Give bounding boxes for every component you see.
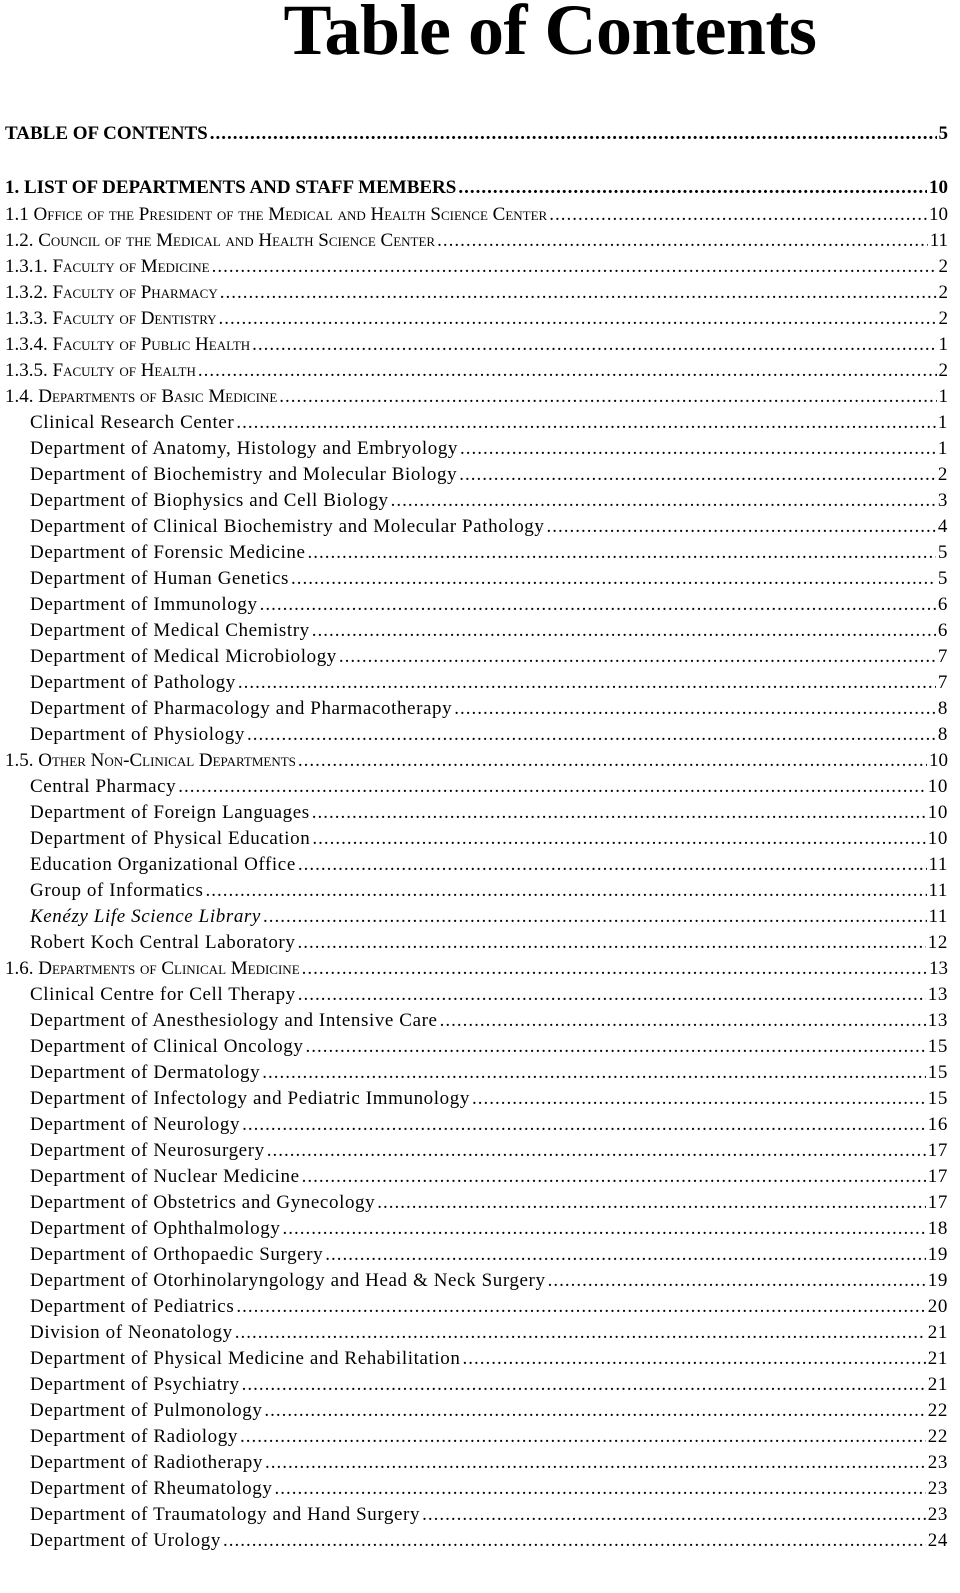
dot-leader bbox=[219, 306, 937, 332]
toc-entry-label: Department of Biophysics and Cell Biology bbox=[30, 490, 389, 511]
dot-leader bbox=[460, 436, 936, 462]
dot-leader bbox=[437, 228, 928, 254]
toc-entry[interactable] bbox=[5, 592, 948, 618]
toc-entry-label: Department of Physical Education bbox=[30, 828, 311, 849]
toc-entry-label: Department of Neurology bbox=[30, 1114, 241, 1135]
dot-leader bbox=[377, 1190, 926, 1216]
toc-entry-label: 1.1 Office of the President of the Medical and Health Science Center bbox=[5, 204, 548, 225]
toc-entry[interactable] bbox=[5, 540, 948, 566]
dot-leader bbox=[178, 774, 926, 800]
toc-entry[interactable] bbox=[5, 358, 948, 384]
toc-entry[interactable] bbox=[5, 566, 948, 592]
toc-entry-label: TABLE OF CONTENTS bbox=[5, 123, 208, 144]
toc-entry-label: 1.5. Other Non-Clinical Departments bbox=[5, 750, 296, 771]
toc-entry-page-number: 17 bbox=[927, 1140, 948, 1161]
toc-entry[interactable] bbox=[5, 696, 948, 722]
toc-entry-page-number: 10 bbox=[927, 802, 948, 823]
toc-entry[interactable] bbox=[5, 618, 948, 644]
dot-leader bbox=[220, 280, 937, 306]
dot-leader bbox=[262, 1060, 926, 1086]
toc-entry-label: 1.3.4. Faculty of Public Health bbox=[5, 334, 251, 355]
toc-entry-label: 1.3.2. Faculty of Pharmacy bbox=[5, 282, 218, 303]
toc-entry-page-number: 7 bbox=[937, 646, 948, 667]
dot-leader bbox=[312, 800, 926, 826]
toc-entry-label: 1.4. Departments of Basic Medicine bbox=[5, 386, 278, 407]
dot-leader bbox=[267, 1138, 926, 1164]
toc-entry-label: Department of Anatomy, Histology and Embryology bbox=[30, 438, 459, 459]
toc-entry[interactable] bbox=[5, 1112, 948, 1138]
dot-leader bbox=[275, 1476, 926, 1502]
toc-entry[interactable] bbox=[5, 1242, 948, 1268]
toc-entry-page-number: 2 bbox=[938, 256, 948, 277]
toc-entry[interactable] bbox=[5, 1450, 948, 1476]
toc-entry-label: 1.2. Council of the Medical and Health Science Center bbox=[5, 230, 436, 251]
toc-entry[interactable] bbox=[5, 384, 948, 410]
dot-leader bbox=[298, 982, 926, 1008]
toc-entry[interactable] bbox=[5, 722, 948, 748]
toc-entry[interactable] bbox=[5, 670, 948, 696]
toc-entry[interactable] bbox=[5, 852, 948, 878]
toc-entry-label: Department of Foreign Languages bbox=[30, 802, 310, 823]
toc-entry-page-number: 6 bbox=[937, 620, 948, 641]
toc-entry-label: 1.3.3. Faculty of Dentistry bbox=[5, 308, 217, 329]
dot-leader bbox=[282, 1216, 925, 1242]
toc-entry-label: Department of Immunology bbox=[30, 594, 258, 615]
toc-entry-label: Department of Physiology bbox=[30, 724, 245, 745]
toc-entry-page-number: 7 bbox=[937, 672, 948, 693]
toc-entry-page-number: 1 bbox=[937, 438, 948, 459]
toc-entry-page-number: 10 bbox=[929, 750, 948, 771]
toc-entry-page-number: 2 bbox=[938, 308, 948, 329]
dot-leader bbox=[264, 1398, 925, 1424]
toc-entry-label: 1. LIST OF DEPARTMENTS AND STAFF MEMBERS bbox=[5, 177, 457, 198]
dot-leader bbox=[236, 410, 936, 436]
dot-leader bbox=[547, 514, 936, 540]
toc-entry[interactable] bbox=[5, 306, 948, 332]
dot-leader bbox=[198, 358, 937, 384]
toc-entry-page-number: 1 bbox=[938, 334, 948, 355]
toc-entry-page-number: 2 bbox=[938, 360, 948, 381]
dot-leader bbox=[325, 1242, 926, 1268]
toc-entry-label: 1.3.5. Faculty of Health bbox=[5, 360, 196, 381]
toc-entry[interactable] bbox=[5, 1294, 948, 1320]
page-title: Table of Contents bbox=[283, 0, 817, 70]
toc-entry-label: Department of Pulmonology bbox=[30, 1400, 263, 1421]
toc-entry-page-number: 15 bbox=[927, 1036, 948, 1057]
toc-entry[interactable] bbox=[5, 488, 948, 514]
dot-leader bbox=[549, 202, 927, 228]
toc-entry-label: Department of Orthopaedic Surgery bbox=[30, 1244, 324, 1265]
toc-entry-label: Education Organizational Office bbox=[30, 854, 296, 875]
toc-entry[interactable] bbox=[5, 774, 948, 800]
toc-entry-label: Department of Forensic Medicine bbox=[30, 542, 306, 563]
toc-entry[interactable] bbox=[5, 202, 948, 228]
toc-entry-page-number: 3 bbox=[937, 490, 948, 511]
toc-entry[interactable] bbox=[5, 1008, 948, 1034]
toc-entry-label: Department of Pathology bbox=[30, 672, 236, 693]
toc-entry-label: Department of Clinical Biochemistry and Molecular Pathology bbox=[30, 516, 545, 537]
toc-entry-page-number: 8 bbox=[937, 724, 948, 745]
toc-entry[interactable] bbox=[5, 436, 948, 462]
toc-entry[interactable] bbox=[5, 1320, 948, 1346]
toc-entry-label: Department of Medical Chemistry bbox=[30, 620, 310, 641]
toc-entry-page-number: 21 bbox=[927, 1322, 948, 1343]
toc-entry-page-number: 15 bbox=[927, 1088, 948, 1109]
toc-entry-page-number: 10 bbox=[927, 828, 948, 849]
dot-leader bbox=[548, 1268, 926, 1294]
dot-leader bbox=[454, 696, 936, 722]
toc-entry-label: Department of Traumatology and Hand Surgery bbox=[30, 1504, 421, 1525]
toc-entry[interactable] bbox=[5, 1502, 948, 1528]
toc-entry-page-number: 2 bbox=[937, 464, 948, 485]
toc-entry-label: Department of Psychiatry bbox=[30, 1374, 240, 1395]
toc-entry-page-number: 12 bbox=[927, 932, 948, 953]
toc-entry[interactable] bbox=[5, 332, 948, 358]
toc-entry-page-number: 18 bbox=[927, 1218, 948, 1239]
toc-entry[interactable] bbox=[5, 930, 948, 956]
toc-entry-label: Department of Ophthalmology bbox=[30, 1218, 281, 1239]
toc-entry-page-number: 22 bbox=[927, 1400, 948, 1421]
toc-entry-page-number: 21 bbox=[927, 1348, 948, 1369]
dot-leader bbox=[242, 1112, 926, 1138]
toc-entry[interactable] bbox=[5, 1346, 948, 1372]
toc-entry[interactable] bbox=[5, 748, 948, 774]
dot-leader bbox=[235, 1320, 926, 1346]
toc-entry[interactable] bbox=[5, 1216, 948, 1242]
toc-entry-page-number: 22 bbox=[927, 1426, 948, 1447]
toc-entry-label: Department of Human Genetics bbox=[30, 568, 289, 589]
dot-leader bbox=[297, 930, 925, 956]
toc-entry-page-number: 15 bbox=[927, 1062, 948, 1083]
toc-entry-page-number: 17 bbox=[927, 1166, 948, 1187]
dot-leader bbox=[302, 956, 927, 982]
toc-entry[interactable] bbox=[5, 1268, 948, 1294]
toc-entry-page-number: 24 bbox=[927, 1530, 948, 1551]
dot-leader bbox=[252, 332, 936, 358]
toc-entry-label: Department of Biochemistry and Molecular Biology bbox=[30, 464, 458, 485]
dot-leader bbox=[263, 904, 927, 930]
toc-entry[interactable] bbox=[5, 1086, 948, 1112]
toc-entry[interactable] bbox=[5, 514, 948, 540]
dot-leader bbox=[462, 1346, 925, 1372]
toc-entry-label: Department of Dermatology bbox=[30, 1062, 261, 1083]
dot-leader bbox=[236, 1294, 925, 1320]
dot-leader bbox=[302, 1164, 926, 1190]
toc-entry-page-number: 1 bbox=[937, 412, 948, 433]
toc-entry-page-number: 23 bbox=[927, 1504, 948, 1525]
toc-entry-page-number: 13 bbox=[927, 1010, 948, 1031]
dot-leader bbox=[291, 566, 936, 592]
dot-leader bbox=[223, 1528, 926, 1554]
dot-leader bbox=[339, 644, 936, 670]
table-of-contents bbox=[5, 120, 948, 1554]
toc-entry-label: Department of Anesthesiology and Intensive Care bbox=[30, 1010, 438, 1031]
toc-entry-label: Clinical Centre for Cell Therapy bbox=[30, 984, 296, 1005]
toc-entry-page-number: 6 bbox=[937, 594, 948, 615]
toc-entry-label: Department of Nuclear Medicine bbox=[30, 1166, 300, 1187]
toc-entry-label: Department of Urology bbox=[30, 1530, 221, 1551]
toc-entry[interactable] bbox=[5, 878, 948, 904]
dot-leader bbox=[298, 852, 927, 878]
dot-leader bbox=[305, 1034, 925, 1060]
toc-entry[interactable] bbox=[5, 410, 948, 436]
dot-leader bbox=[459, 462, 936, 488]
toc-entry[interactable] bbox=[5, 1138, 948, 1164]
dot-leader bbox=[279, 384, 936, 410]
toc-entry-page-number: 10 bbox=[929, 177, 948, 198]
toc-entry-page-number: 5 bbox=[938, 123, 948, 144]
toc-entry-label: Department of Otorhinolaryngology and Head & Neck Surgery bbox=[30, 1270, 546, 1291]
toc-entry-page-number: 21 bbox=[927, 1374, 948, 1395]
toc-entry-label: Department of Rheumatology bbox=[30, 1478, 273, 1499]
toc-entry-label: Department of Physical Medicine and Rehabilitation bbox=[30, 1348, 461, 1369]
toc-entry-label: Central Pharmacy bbox=[30, 776, 177, 797]
toc-entry-label: Department of Radiology bbox=[30, 1426, 238, 1447]
toc-entry[interactable] bbox=[5, 120, 948, 148]
dot-leader bbox=[242, 1372, 926, 1398]
dot-leader bbox=[308, 540, 936, 566]
toc-entry-page-number: 5 bbox=[937, 568, 948, 589]
toc-entry[interactable] bbox=[5, 174, 948, 202]
toc-entry[interactable] bbox=[5, 1476, 948, 1502]
dot-leader bbox=[472, 1086, 926, 1112]
dot-leader bbox=[440, 1008, 926, 1034]
toc-entry[interactable] bbox=[5, 254, 948, 280]
toc-entry[interactable] bbox=[5, 1190, 948, 1216]
toc-entry-page-number: 11 bbox=[928, 854, 948, 875]
toc-entry-label: 1.6. Departments of Clinical Medicine bbox=[5, 958, 300, 979]
toc-entry-label: Division of Neonatology bbox=[30, 1322, 233, 1343]
toc-entry-page-number: 10 bbox=[929, 204, 948, 225]
dot-leader bbox=[247, 722, 936, 748]
toc-entry-label: Kenézy Life Science Library bbox=[30, 906, 261, 927]
dot-leader bbox=[422, 1502, 926, 1528]
toc-entry[interactable] bbox=[5, 1372, 948, 1398]
toc-entry-label: Department of Obstetrics and Gynecology bbox=[30, 1192, 376, 1213]
toc-entry[interactable] bbox=[5, 1424, 948, 1450]
toc-entry-page-number: 4 bbox=[937, 516, 948, 537]
toc-entry[interactable] bbox=[5, 1398, 948, 1424]
toc-entry[interactable] bbox=[5, 1060, 948, 1086]
dot-leader bbox=[212, 254, 937, 280]
toc-entry-page-number: 10 bbox=[927, 776, 948, 797]
toc-entry-label: Department of Pediatrics bbox=[30, 1296, 235, 1317]
dot-leader bbox=[265, 1450, 926, 1476]
toc-entry[interactable] bbox=[5, 1034, 948, 1060]
toc-entry[interactable] bbox=[5, 644, 948, 670]
toc-entry[interactable] bbox=[5, 462, 948, 488]
toc-entry[interactable] bbox=[5, 904, 948, 930]
toc-entry-label: Clinical Research Center bbox=[30, 412, 235, 433]
toc-entry-label: Department of Medical Microbiology bbox=[30, 646, 337, 667]
dot-leader bbox=[391, 488, 936, 514]
toc-entry-label: Department of Clinical Oncology bbox=[30, 1036, 304, 1057]
dot-leader bbox=[312, 618, 936, 644]
dot-leader bbox=[238, 670, 936, 696]
toc-entry-page-number: 23 bbox=[927, 1478, 948, 1499]
dot-leader bbox=[240, 1424, 926, 1450]
toc-entry-page-number: 23 bbox=[927, 1452, 948, 1473]
toc-entry-page-number: 2 bbox=[938, 282, 948, 303]
toc-entry-label: Department of Infectology and Pediatric Immunology bbox=[30, 1088, 470, 1109]
toc-entry-page-number: 11 bbox=[929, 230, 948, 251]
toc-entry-label: Group of Informatics bbox=[30, 880, 204, 901]
dot-leader bbox=[298, 748, 927, 774]
toc-entry-page-number: 16 bbox=[927, 1114, 948, 1135]
toc-entry[interactable] bbox=[5, 1528, 948, 1554]
dot-leader bbox=[458, 174, 927, 202]
toc-entry-page-number: 19 bbox=[927, 1244, 948, 1265]
toc-entry-label: Department of Neurosurgery bbox=[30, 1140, 265, 1161]
toc-entry[interactable] bbox=[5, 956, 948, 982]
dot-leader bbox=[312, 826, 925, 852]
toc-entry-page-number: 5 bbox=[937, 542, 948, 563]
toc-entry-page-number: 8 bbox=[937, 698, 948, 719]
dot-leader bbox=[210, 120, 937, 148]
toc-entry[interactable] bbox=[5, 1164, 948, 1190]
toc-entry-label: Department of Radiotherapy bbox=[30, 1452, 263, 1473]
toc-entry-page-number: 1 bbox=[938, 386, 948, 407]
toc-entry-page-number: 11 bbox=[928, 880, 948, 901]
toc-entry-page-number: 13 bbox=[929, 958, 948, 979]
toc-entry-label: Robert Koch Central Laboratory bbox=[30, 932, 296, 953]
toc-entry-page-number: 13 bbox=[927, 984, 948, 1005]
toc-entry[interactable] bbox=[5, 800, 948, 826]
toc-entry-page-number: 20 bbox=[927, 1296, 948, 1317]
dot-leader bbox=[260, 592, 936, 618]
toc-entry-page-number: 19 bbox=[927, 1270, 948, 1291]
toc-entry[interactable] bbox=[5, 228, 948, 254]
toc-entry[interactable] bbox=[5, 280, 948, 306]
toc-entry[interactable] bbox=[5, 826, 948, 852]
toc-entry-page-number: 11 bbox=[928, 906, 948, 927]
dot-leader bbox=[205, 878, 926, 904]
toc-entry-page-number: 17 bbox=[927, 1192, 948, 1213]
toc-entry[interactable] bbox=[5, 982, 948, 1008]
toc-entry-label: 1.3.1. Faculty of Medicine bbox=[5, 256, 210, 277]
toc-entry-label: Department of Pharmacology and Pharmacotherapy bbox=[30, 698, 453, 719]
